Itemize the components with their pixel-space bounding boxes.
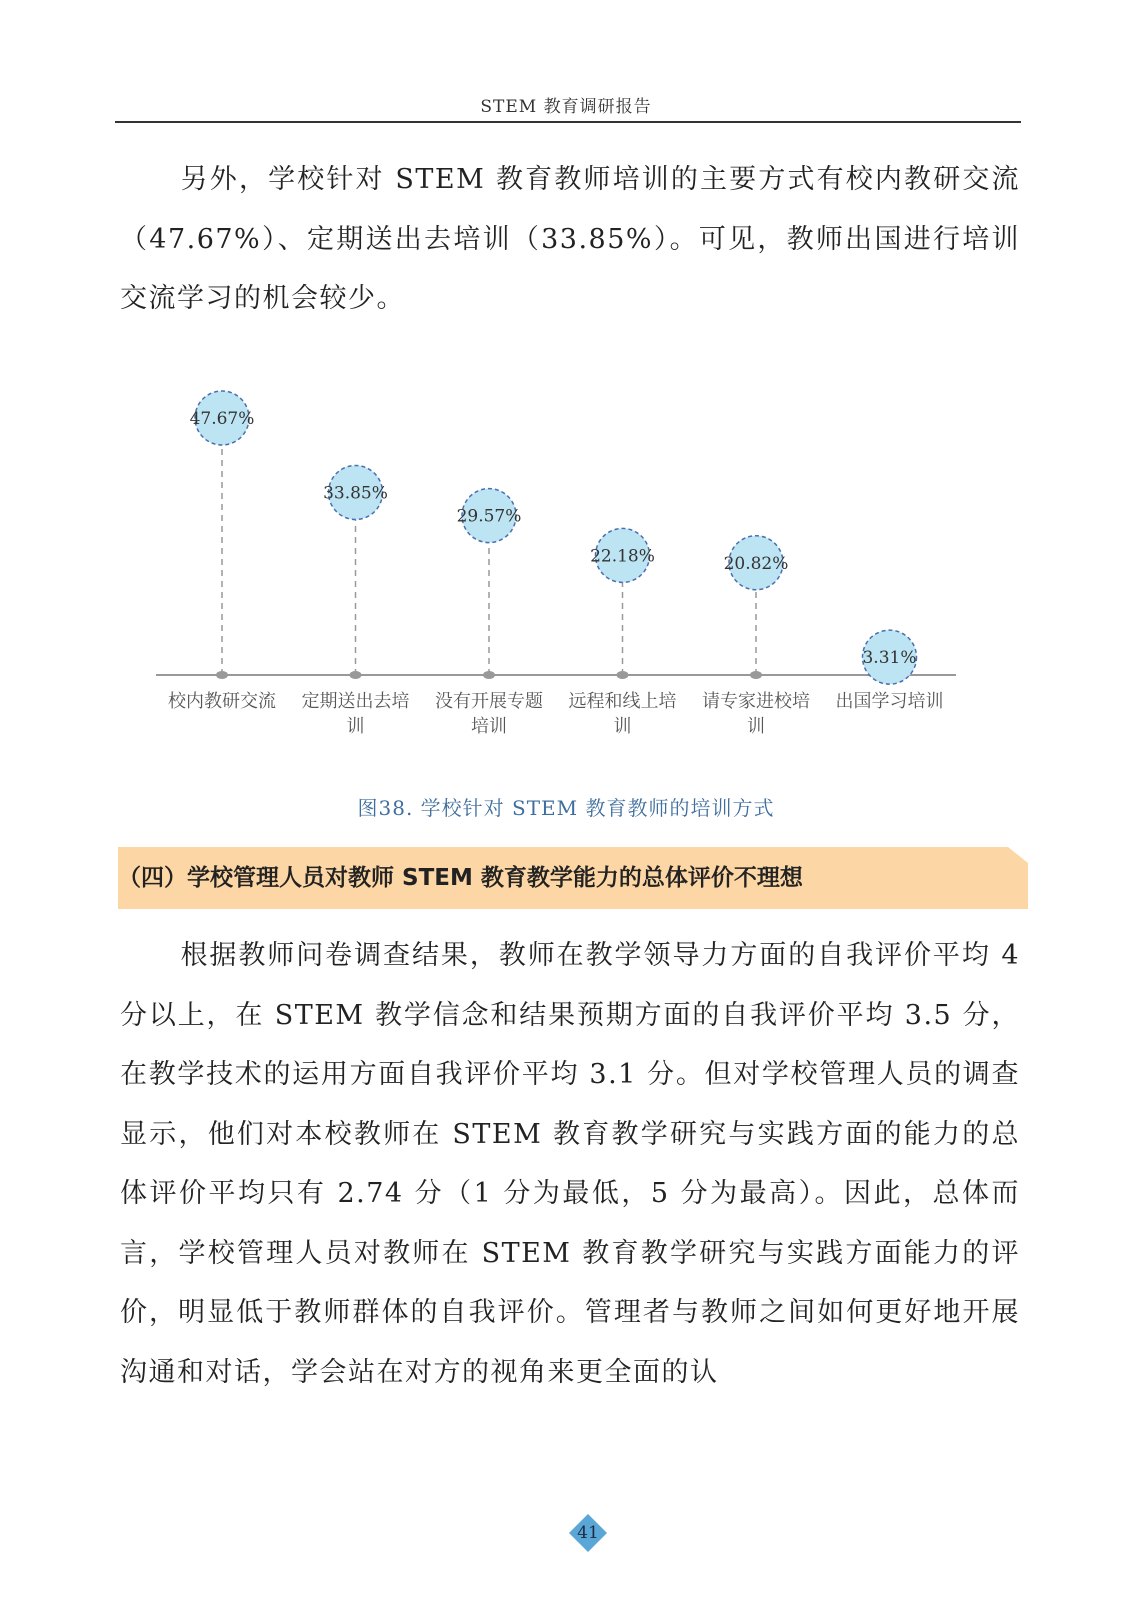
chart-category-label: 请专家进校培 [702,691,810,712]
chart-value-label: 47.67% [189,409,255,429]
chart-value-label: 29.57% [456,506,522,527]
chart-base-dot [617,671,629,679]
chart-base-dot [216,671,228,679]
chart-base-dot [350,671,362,679]
paragraph-evaluation [120,926,1020,1402]
chart-category-label: 训 [747,716,765,737]
chart-value-label: 3.31% [862,648,917,669]
page-number-badge [568,1513,608,1553]
chart-value-label: 22.18% [590,546,655,567]
training-methods-chart [150,390,990,760]
paragraph-text: 根据教师问卷调查结果，教师在教学领导力方面的自我评价平均 4 分以上，在 STEM 教学信念和结果预期方面的自我评价平均 3.5 分，在教学技术的运用方面自我评价平均 3.1 分。但对学校管理人员的调查显示，他们对本校教师在 STEM 教育教学研究与实践方面的能力的总体评价平均只有 2.74 分（1 分为最低，5 分为最高）。因此，总体而言，学校管理人员对教师在 STEM 教育教学研究与实践方面能力的评价，明显低于教师群体的自我评价。管理者与教师之间如何更好地开展沟通和对话，学会站在对方的视角来更全面的认 [120,940,1020,1388]
chart-category-label: 校内教研交流 [168,691,276,712]
page-number: 41 [577,1523,599,1543]
chart-category-label: 远程和线上培 [568,691,677,712]
chart-category-label: 定期送出去培 [301,691,410,712]
chart-category-label: 培训 [471,716,507,737]
chart-category-label: 出国学习培训 [835,691,944,712]
section-heading [118,847,1028,909]
running-header: STEM 教育调研报告 [480,97,652,117]
chart-category-label: 训 [346,716,365,737]
chart-category-label: 训 [613,716,632,737]
header-rule [115,121,1021,123]
chart-value-label: 20.82% [723,553,789,574]
chart-value-label: 33.85% [323,483,388,504]
chart-base-dot [483,671,495,679]
chart-category-label: 没有开展专题 [435,691,543,712]
section-title: （四）学校管理人员对教师 STEM 教育教学能力的总体评价不理想 [118,865,803,891]
figure-caption: 图38. 学校针对 STEM 教育教师的培训方式 [357,796,775,820]
paragraph-training-methods [120,150,1020,329]
paragraph-text: 另外，学校针对 STEM 教育教师培训的主要方式有校内教研交流（47.67%）、定期送出去培训（33.85%）。可见，教师出国进行培训交流学习的机会较少。 [120,164,1020,314]
chart-base-dot [750,671,762,679]
